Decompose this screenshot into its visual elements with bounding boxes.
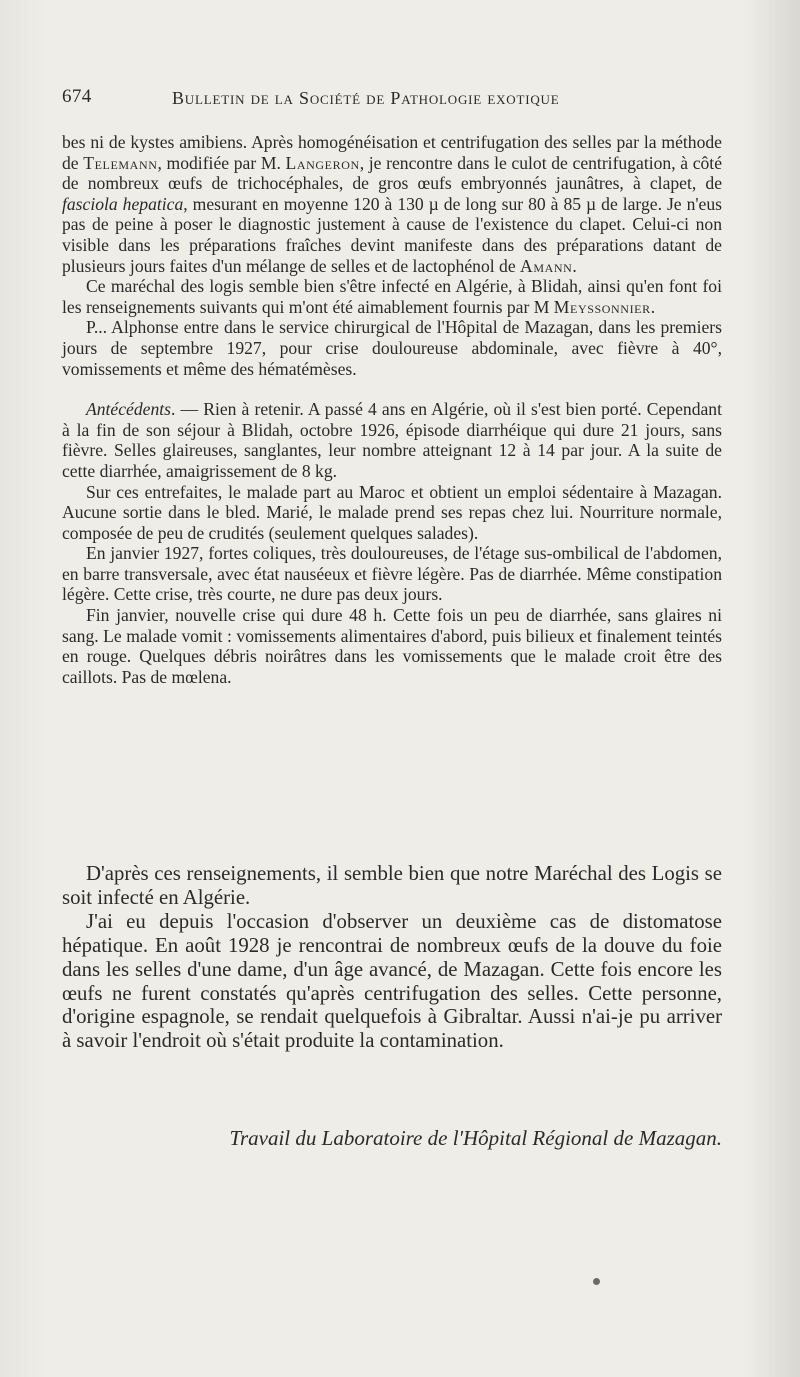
page-header <box>62 86 742 116</box>
species-name: fasciola hepatica <box>62 193 184 214</box>
conclusion-text <box>62 862 722 1053</box>
paragraph-conclusion: D'après ces renseignements, il semble bien que notre Maréchal des Logis se soit infecté en Algérie. <box>62 862 722 909</box>
paragraph-centrifugation: bes ni de kystes amibiens. Après homogénéisation et centrifugation des selles par la méthode de Telemann, modifiée par M. Langeron, je rencontre dans le culot de centrifugation, à côté de nombreux œufs de trichocéphales, de gros œufs embryonnés jaunâtres, à clapet, de fasciola hepatica, mesurant en moyenne 120 à 130 µ de long sur 80 à 85 µ de large. Je n'eus pas de peine à poser le diagnostic justement à cause de l'existence du clapet. Celui-ci non visible dans les préparations fraîches devint manifeste dans des préparations datant de plusieurs jours faites d'un mélange de selles et de lactophénol de Amann. <box>62 132 723 276</box>
paragraph-antecedents: Antécédents. — Rien à retenir. A passé 4 ans en Algérie, où il s'est bien porté. Cependant à la fin de son séjour à Blidah, octobre 1926, épisode diarrhéique qui dure 21 jours, sans fièvre. Selles glaireuses, sanglantes, leur nombre atteignant 12 à 14 par jour. A la suite de cette diarrhée, amaigrissement de 8 kg. <box>62 399 722 481</box>
author-name-telemann: Telemann <box>83 152 158 173</box>
paragraph-second-case: J'ai eu depuis l'occasion d'observer un deuxième cas de distomatose hépatique. En août 1928 je rencontrai de nombreux œufs de la douve du foie dans les selles d'une dame, d'un âge avancé, de Mazagan. Cette fois encore les œufs ne furent constatés qu'après centrifugation des selles. Cette personne, d'origine espagnole, se rendait quelquefois à Gibraltar. Aussi n'ai-je pu arriver à savoir l'endroit où s'était produite la contamination. <box>62 909 722 1053</box>
author-name-meyssonnier: Meyssonnier <box>553 296 651 317</box>
author-name-amann: Amann <box>520 255 573 276</box>
paragraph-infection-origin: Ce maréchal des logis semble bien s'être infecté en Algérie, à Blidah, ainsi qu'en font foi les renseignements suivants qui m'ont été aimablement fournis par M Meyssonnier. <box>62 276 722 317</box>
print-speck <box>593 1278 600 1285</box>
page-number: 674 <box>62 86 92 107</box>
running-head: Bulletin de la Société de Pathologie exotique <box>172 88 560 108</box>
paragraph-admission: P... Alphonse entre dans le service chirurgical de l'Hôpital de Mazagan, dans les premiers jours de septembre 1927, pour crise douloureuse abdominale, avec fièvre à 40°, vomissements et même des hématémèses. <box>62 317 722 379</box>
author-name-langeron: Langeron <box>285 152 360 173</box>
laboratory-credit: Travail du Laboratoire de l'Hôpital Régional de Mazagan. <box>229 1126 722 1150</box>
antecedents-label: Antécédents <box>86 399 171 420</box>
paragraph-janvier: En janvier 1927, fortes coliques, très douloureuses, de l'étage sus-ombilical de l'abdomen, en barre transversale, avec état nauséeux et fièvre légère. Pas de diarrhée. Même constipation légère. Cette crise, très courte, ne dure pas deux jours. <box>62 543 722 605</box>
paragraph-fin-janvier: Fin janvier, nouvelle crise qui dure 48 h. Cette fois un peu de diarrhée, sans glaires ni sang. Le malade vomit : vomissements alimentaires d'abord, puis bilieux et finalement teintés en rouge. Quelques débris noirâtres dans les vomissements que le malade croit être des caillots. Pas de mœlena. <box>62 605 722 687</box>
paragraph-maroc: Sur ces entrefaites, le malade part au Maroc et obtient un emploi sédentaire à Mazagan. Aucune sortie dans le bled. Marié, le malade prend ses repas chez lui. Nourriture normale, composée de peu de crudités (seulement quelques salades). <box>62 481 722 543</box>
case-report-text <box>62 132 722 687</box>
